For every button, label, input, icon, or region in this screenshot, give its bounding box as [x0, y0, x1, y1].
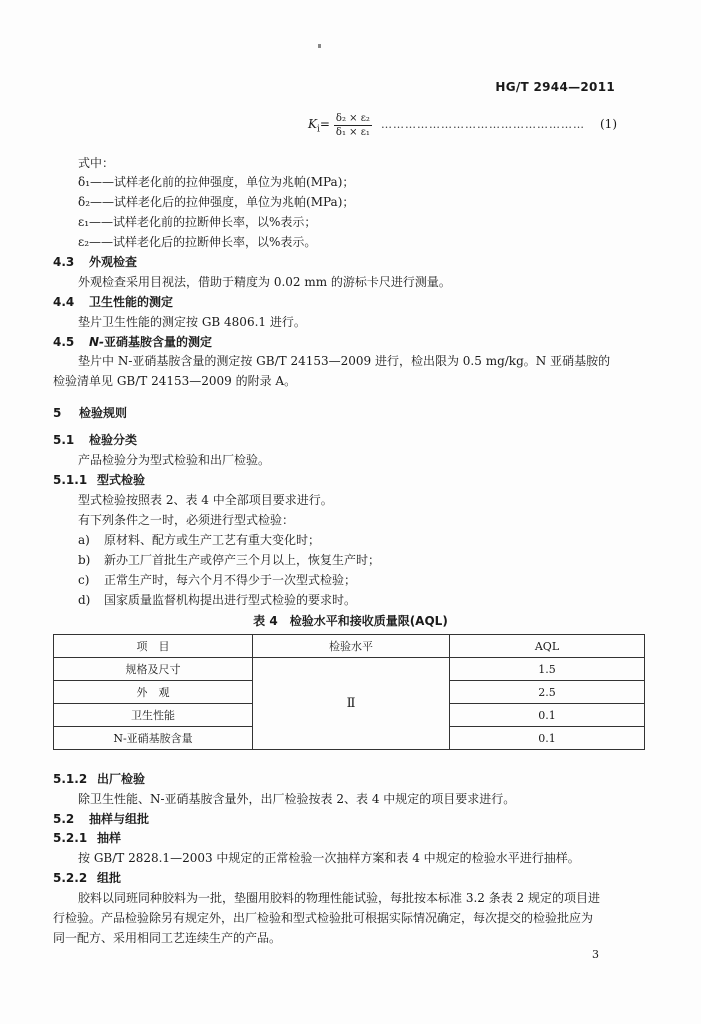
legend-item: ε₁——试样老化前的拉断伸长率，以%表示；: [78, 215, 317, 229]
table-cell: 0.1: [450, 727, 645, 750]
heading-5-2-2: 5.2.2 组批: [53, 871, 122, 885]
heading-5: 5 检验规则: [53, 406, 128, 420]
formula-fraction: [334, 112, 372, 139]
heading-5-1: 5.1 检验分类: [53, 433, 138, 447]
formula-denominator: δ₁ × ε₁: [335, 127, 370, 138]
heading-5-2: 5.2 抽样与组批: [53, 812, 150, 826]
table-cell: N-亚硝基胺含量: [54, 727, 253, 750]
heading-4-5: 4.5 N-亚硝基胺含量的测定: [53, 335, 213, 349]
text-4-4: 垫片卫生性能的测定按 GB 4806.1 进行。: [78, 315, 306, 329]
table-header-row: [54, 635, 645, 658]
text-5-1-2: 除卫生性能、N-亚硝基胺含量外，出厂检验按表 2、表 4 中规定的项目要求进行。: [78, 792, 516, 806]
heading-5-1-1: 5.1.1 型式检验: [53, 473, 146, 487]
formula-number: (1): [600, 117, 617, 131]
text-5-2-2-line2: 行检验。产品检验除另有规定外，出厂检验和型式检验批可根据实际情况确定，每次提交的检验批应为: [53, 911, 594, 925]
standard-code: HG/T 2944—2011: [495, 80, 615, 94]
list-item: a) 原材料、配方或生产工艺有重大变化时；: [78, 533, 321, 547]
list-item: b) 新办工厂首批生产或停产三个月以上，恢复生产时；: [78, 553, 381, 567]
heading-4-3: 4.3 外观检查: [53, 255, 138, 269]
text-4-5-line2: 检验清单见 GB/T 24153—2009 的附录 A。: [53, 374, 297, 388]
table-cell: 卫生性能: [54, 704, 253, 727]
text-5-1-1-b: 有下列条件之一时，必须进行型式检验：: [78, 513, 295, 527]
page-number: 3: [592, 948, 599, 961]
text-5-2-1: 按 GB/T 2828.1—2003 中规定的正常检验一次抽样方案和表 4 中规定的检验水平进行抽样。: [78, 851, 580, 865]
list-item: d) 国家质量监督机构提出进行型式检验的要求时。: [78, 593, 357, 607]
scan-mark: [318, 44, 321, 48]
inspection-level-cell: Ⅱ: [253, 658, 450, 750]
legend-item: ε₂——试样老化后的拉断伸长率，以%表示。: [78, 235, 317, 249]
text-5-2-2-line1: 胶料以同班同种胶料为一批，垫圈用胶料的物理性能试验，每批按本标准 3.2 条表 2 规定的项目进: [78, 891, 600, 905]
legend-intro: 式中：: [78, 156, 115, 170]
table-cell: 2.5: [450, 681, 645, 704]
text-4-5-line1: 垫片中 N-亚硝基胺含量的测定按 GB/T 24153—2009 进行，检出限为 0.5 mg/kg。N 亚硝基胺的: [78, 354, 611, 368]
table-4-caption: 表 4 检验水平和接收质量限(AQL): [253, 614, 448, 628]
table-cell: 外 观: [54, 681, 253, 704]
table-cell: 1.5: [450, 658, 645, 681]
table-header: 项 目: [54, 635, 253, 658]
table-cell: 规格及尺寸: [54, 658, 253, 681]
list-item: c) 正常生产时，每六个月不得少于一次型式检验；: [78, 573, 357, 587]
heading-5-2-1: 5.2.1 抽样: [53, 831, 122, 845]
text-5-1-1-a: 型式检验按照表 2、表 4 中全部项目要求进行。: [78, 493, 333, 507]
text-5-1: 产品检验分为型式检验和出厂检验。: [78, 453, 271, 467]
table-header: 检验水平: [253, 635, 450, 658]
heading-5-1-2: 5.1.2 出厂检验: [53, 772, 146, 786]
table-cell: 0.1: [450, 704, 645, 727]
formula-1: [308, 112, 372, 139]
heading-4-4: 4.4 卫生性能的测定: [53, 295, 174, 309]
table-header: AQL: [450, 635, 645, 658]
text-5-2-2-line3: 同一配方、采用相同工艺连续生产的产品。: [53, 931, 282, 945]
legend-item: δ₂——试样老化后的拉伸强度，单位为兆帕(MPa)；: [78, 195, 355, 209]
legend-item: δ₁——试样老化前的拉伸强度，单位为兆帕(MPa)；: [78, 175, 355, 189]
formula-lhs: $K_i=$: [308, 116, 330, 135]
text-4-3: 外观检查采用目视法，借助于精度为 0.02 mm 的游标卡尺进行测量。: [78, 275, 451, 289]
table-4: [53, 634, 645, 750]
formula-numerator: δ₂ × ε₂: [335, 113, 370, 124]
formula-leader: ……………………………………………: [381, 118, 585, 131]
table-row: [54, 658, 645, 681]
